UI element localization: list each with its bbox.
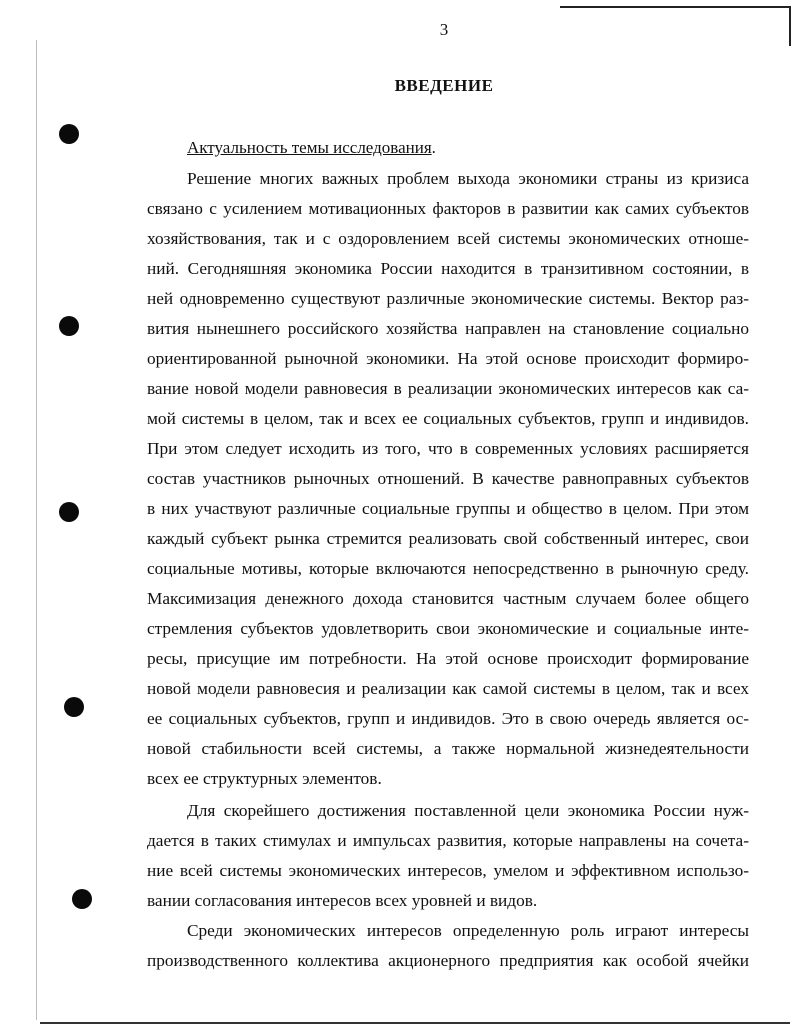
text-line: вании согласования интересов всех уровней и видов. bbox=[147, 891, 538, 910]
page-edge-bottom bbox=[40, 1022, 790, 1024]
text-line: дается в таких стимулах и импульсах развития, которые направлены на сочета- bbox=[147, 831, 749, 850]
text-line: каждый субъект рынка стремится реализовать свой собственный интерес, свои bbox=[147, 529, 749, 548]
section-subheading bbox=[187, 138, 436, 158]
text-line: ее социальных субъектов, групп и индивидов. Это в свою очередь является ос- bbox=[147, 709, 749, 728]
page-number: 3 bbox=[439, 20, 449, 39]
punch-hole bbox=[64, 697, 84, 717]
text-line: состав участников рыночных отношений. В качестве равноправных субъектов bbox=[147, 469, 749, 488]
punch-hole bbox=[59, 124, 79, 144]
text-line: При этом следует исходить из того, что в современных условиях расширяется bbox=[147, 439, 749, 458]
text-line: Среди экономических интересов определенную роль играют интересы bbox=[187, 921, 749, 940]
text-line: связано с усилением мотивационных факторов в развитии как самих субъектов bbox=[147, 199, 749, 218]
text-line: Максимизация денежного дохода становится частным случаем более общего bbox=[147, 589, 749, 608]
text-line: ориентированной рыночной экономики. На этой основе происходит формиро- bbox=[147, 349, 749, 368]
text-line: ние всей системы экономических интересов, умелом и эффективном использо- bbox=[147, 861, 749, 880]
text-line: ней одновременно существуют различные экономические системы. Вектор раз- bbox=[147, 289, 749, 308]
text-line: новой модели равновесия и реализации как самой системы в целом, так и всех bbox=[147, 679, 749, 698]
text-line: Решение многих важных проблем выхода экономики страны из кризиса bbox=[187, 169, 749, 188]
punch-hole bbox=[59, 502, 79, 522]
text-line: ресы, присущие им потребности. На этой основе происходит формирование bbox=[147, 649, 749, 668]
punch-hole bbox=[72, 889, 92, 909]
page-title: ВВЕДЕНИЕ bbox=[394, 76, 494, 95]
page-edge-top bbox=[560, 6, 790, 8]
text-line: стремления субъектов удовлетворить свои экономические и социальные инте- bbox=[147, 619, 749, 638]
text-line: новой стабильности всей системы, а также нормальной жизнедеятельности bbox=[147, 739, 749, 758]
text-line: Для скорейшего достижения поставленной цели экономика России нуж- bbox=[187, 801, 749, 820]
text-line: ний. Сегодняшняя экономика России находится в транзитивном состоянии, в bbox=[147, 259, 749, 278]
subheading-period: . bbox=[431, 138, 436, 157]
text-line: социальные мотивы, которые включаются непосредственно в рыночную среду. bbox=[147, 559, 749, 578]
text-line: мой системы в целом, так и всех ее социальных субъектов, групп и индивидов. bbox=[147, 409, 749, 428]
punch-hole bbox=[59, 316, 79, 336]
text-line: в них участвуют различные социальные группы и общество в целом. При этом bbox=[147, 499, 749, 518]
text-line: вание новой модели равновесия в реализации экономических интересов как са- bbox=[147, 379, 749, 398]
text-line: вития нынешнего российского хозяйства направлен на становление социально bbox=[147, 319, 749, 338]
page-edge-left bbox=[36, 40, 37, 1020]
text-line: хозяйствования, так и с оздоровлением всей системы экономических отноше- bbox=[147, 229, 749, 248]
text-line: всех ее структурных элементов. bbox=[147, 769, 382, 788]
text-line: производственного коллектива акционерного предприятия как особой ячейки bbox=[147, 951, 749, 970]
subheading-text: Актуальность темы исследования bbox=[187, 138, 432, 157]
